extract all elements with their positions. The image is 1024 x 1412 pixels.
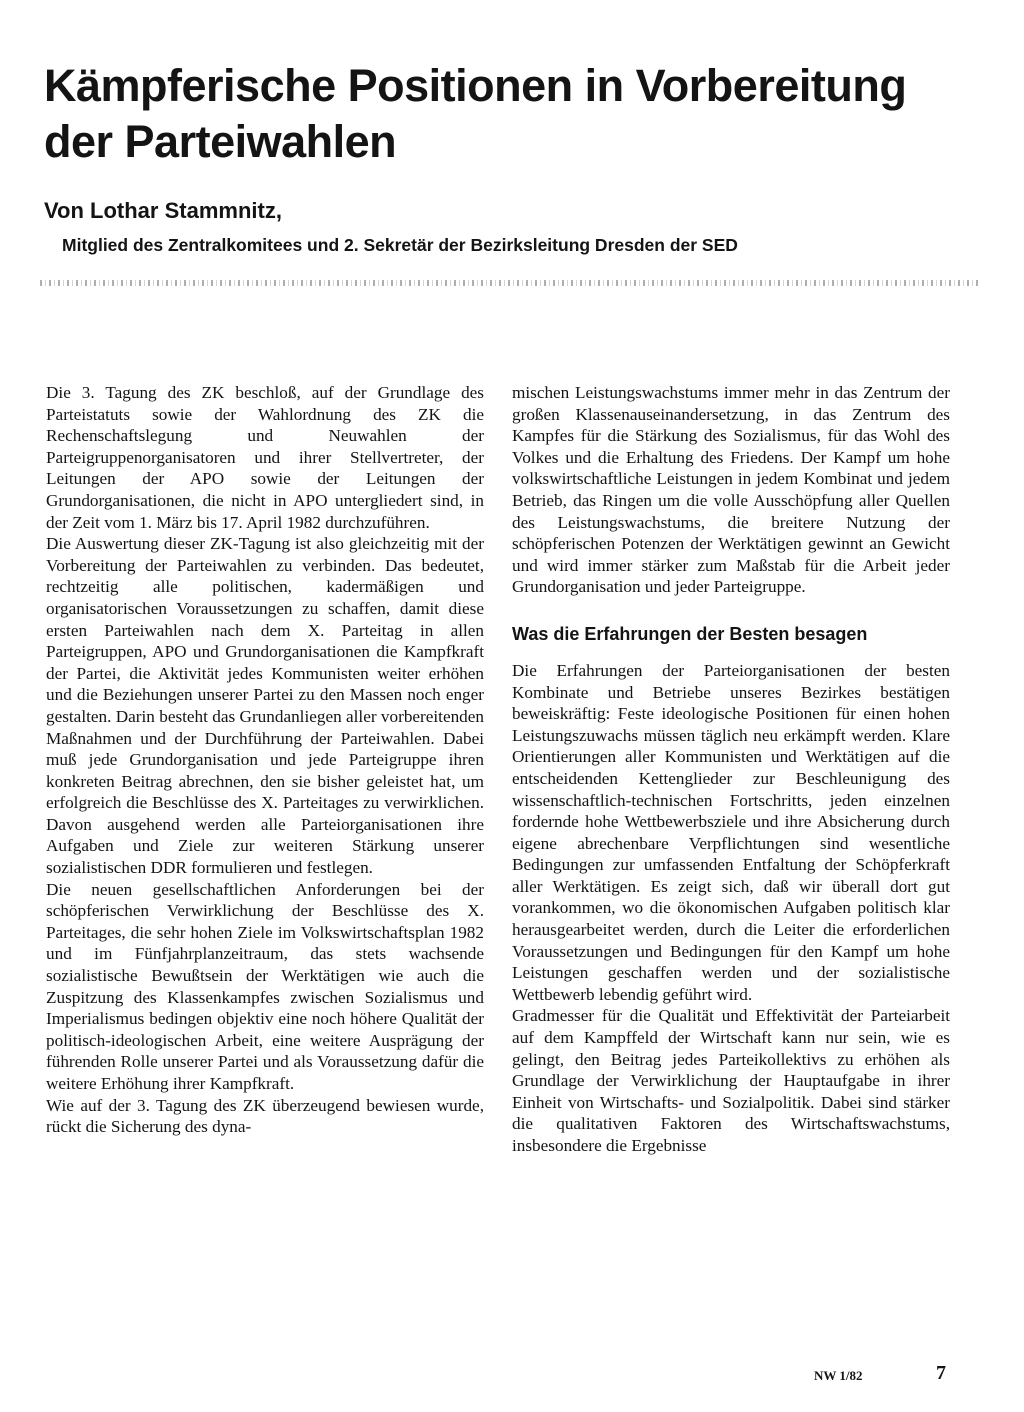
right-column [512, 382, 950, 1157]
paragraph: Die 3. Tagung des ZK beschloß, auf der Grundlage des Parteistatuts sowie der Wahlordnung des ZK die Rechenschaftslegung und Neuwahlen der Parteigruppenorganisatoren und ihrer Stellvertreter, der Leitungen der APO sowie der Leitungen der Grundorganisationen, die nicht in APO untergliedert sind, in der Zeit vom 1. März bis 17. April 1982 durchzuführen. [46, 383, 484, 532]
left-column [46, 382, 484, 1138]
paragraph: Die Erfahrungen der Parteiorganisationen der besten Kombinate und Betriebe unseres Bezirkes bestätigen beweiskräftig: Feste ideologische Positionen für einen hohen Leistungszuwachs müssen täglich neu erkämpft werden. Klare Orientierungen aller Kommunisten und Werktätigen auf die entscheidenden Kettenglieder zur Beschleunigung des wissenschaftlich-technischen Fortschritts, jeden einzelnen fordernde hohe Wettbewerbsziele und ihre Absicherung durch eigene abrechenbare Verpflichtungen sind wesentliche Bedingungen zur umfassenden Entfaltung der Schöpferkraft aller Werktätigen. Es zeigt sich, daß wir überall dort gut vorankommen, wo die ökonomischen Aufgaben politisch klar herausgearbeitet werden, durch die Leiter die erforderlichen Voraussetzungen und Bedingungen für den Kampf um hohe Leistungen geschaffen werden und der sozialistische Wettbewerb lebendig geführt wird. [512, 660, 950, 1004]
paragraph: Die Auswertung dieser ZK-Tagung ist also gleichzeitig mit der Vorbereitung der Parteiwahlen zu verbinden. Das bedeutet, rechtzeitig alle politischen, kadermäßigen und organisatorischen Voraussetzungen zu schaffen, damit diese ersten Parteiwahlen nach dem X. Parteitag in allen Parteigruppen, APO und Grundorganisationen die Kampfkraft der Partei, die Aktivität jedes Kommunisten weiter erhöhen und die Beziehungen unserer Partei zu den Massen noch enger gestalten. Darin besteht das Grundanliegen aller vorbereitenden Maßnahmen und der Durchführung der Parteiwahlen. Dabei muß jede Grundorganisation und jede Parteigruppe ihren konkreten Beitrag abrechnen, den sie bisher geleistet hat, um erfolgreich die Beschlüsse des X. Parteitages zu verwirklichen. Davon ausgehend werden alle Parteiorganisationen ihre Aufgaben und Ziele zur weiteren Stärkung unserer sozialistischen DDR formulieren und festlegen. [46, 534, 484, 878]
paragraph: mischen Leistungswachstums immer mehr in das Zentrum der großen Klassenauseinandersetzung, in das Zentrum des Kampfes für die Stärkung des Sozialismus, für das Wohl des Volkes und die Erhaltung des Friedens. Der Kampf um hohe volkswirtschaftliche Leistungen in jedem Kombinat und jedem Betrieb, das Ringen um die volle Ausschöpfung aller Quellen des Leistungswachstums, die breitere Nutzung der schöpferischen Potenzen der Werktätigen gewinnt an Gewicht und wird immer stärker zum Maßstab für die Arbeit jeder Grundorganisation und jeder Parteigruppe. [512, 383, 950, 597]
author-name: Von Lothar Stammnitz, [44, 198, 282, 223]
section-heading: Was die Erfahrungen der Besten besagen [512, 623, 868, 644]
article-title: Kämpferische Positionen in Vorbereitung der Parteiwahlen [44, 60, 907, 167]
paragraph: Gradmesser für die Qualität und Effektivität der Parteiarbeit auf dem Kampffeld der Wirtschaft kann nur sein, wie es gelingt, den Beitrag jedes Parteikollektivs zu erhöhen als Grundlage der Verwirklichung der Hauptaufgabe in ihrer Einheit von Wirtschafts- und Sozialpolitik. Dabei sind stärker die qualitativen Faktoren des Wirtschaftswachstums, insbesondere die Ergebnisse [512, 1006, 950, 1155]
paragraph: Wie auf der 3. Tagung des ZK überzeugend bewiesen wurde, rückt die Sicherung des dyna- [46, 1095, 484, 1137]
issue-reference: NW 1/82 [814, 1368, 863, 1383]
divider-line [40, 280, 980, 286]
author-role: Mitglied des Zentralkomitees und 2. Sekretär der Bezirksleitung Dresden der SED [62, 235, 738, 255]
paragraph: Die neuen gesellschaftlichen Anforderungen bei der schöpferischen Verwirklichung der Beschlüsse des X. Parteitages, die sehr hohen Ziele im Volkswirtschaftsplan 1982 und im Fünfjahrplanzeitraum, das stets wachsende sozialistische Bewußtsein der Werktätigen wie auch die Zuspitzung des Klassenkampfes zwischen Sozialismus und Imperialismus bedingen objektiv eine noch höhere Qualität der politisch-ideologischen Arbeit, eine weitere Ausprägung der führenden Rolle unserer Partei und als Voraussetzung dafür die weitere Erhöhung ihrer Kampfkraft. [46, 879, 484, 1093]
page-number: 7 [936, 1362, 946, 1384]
